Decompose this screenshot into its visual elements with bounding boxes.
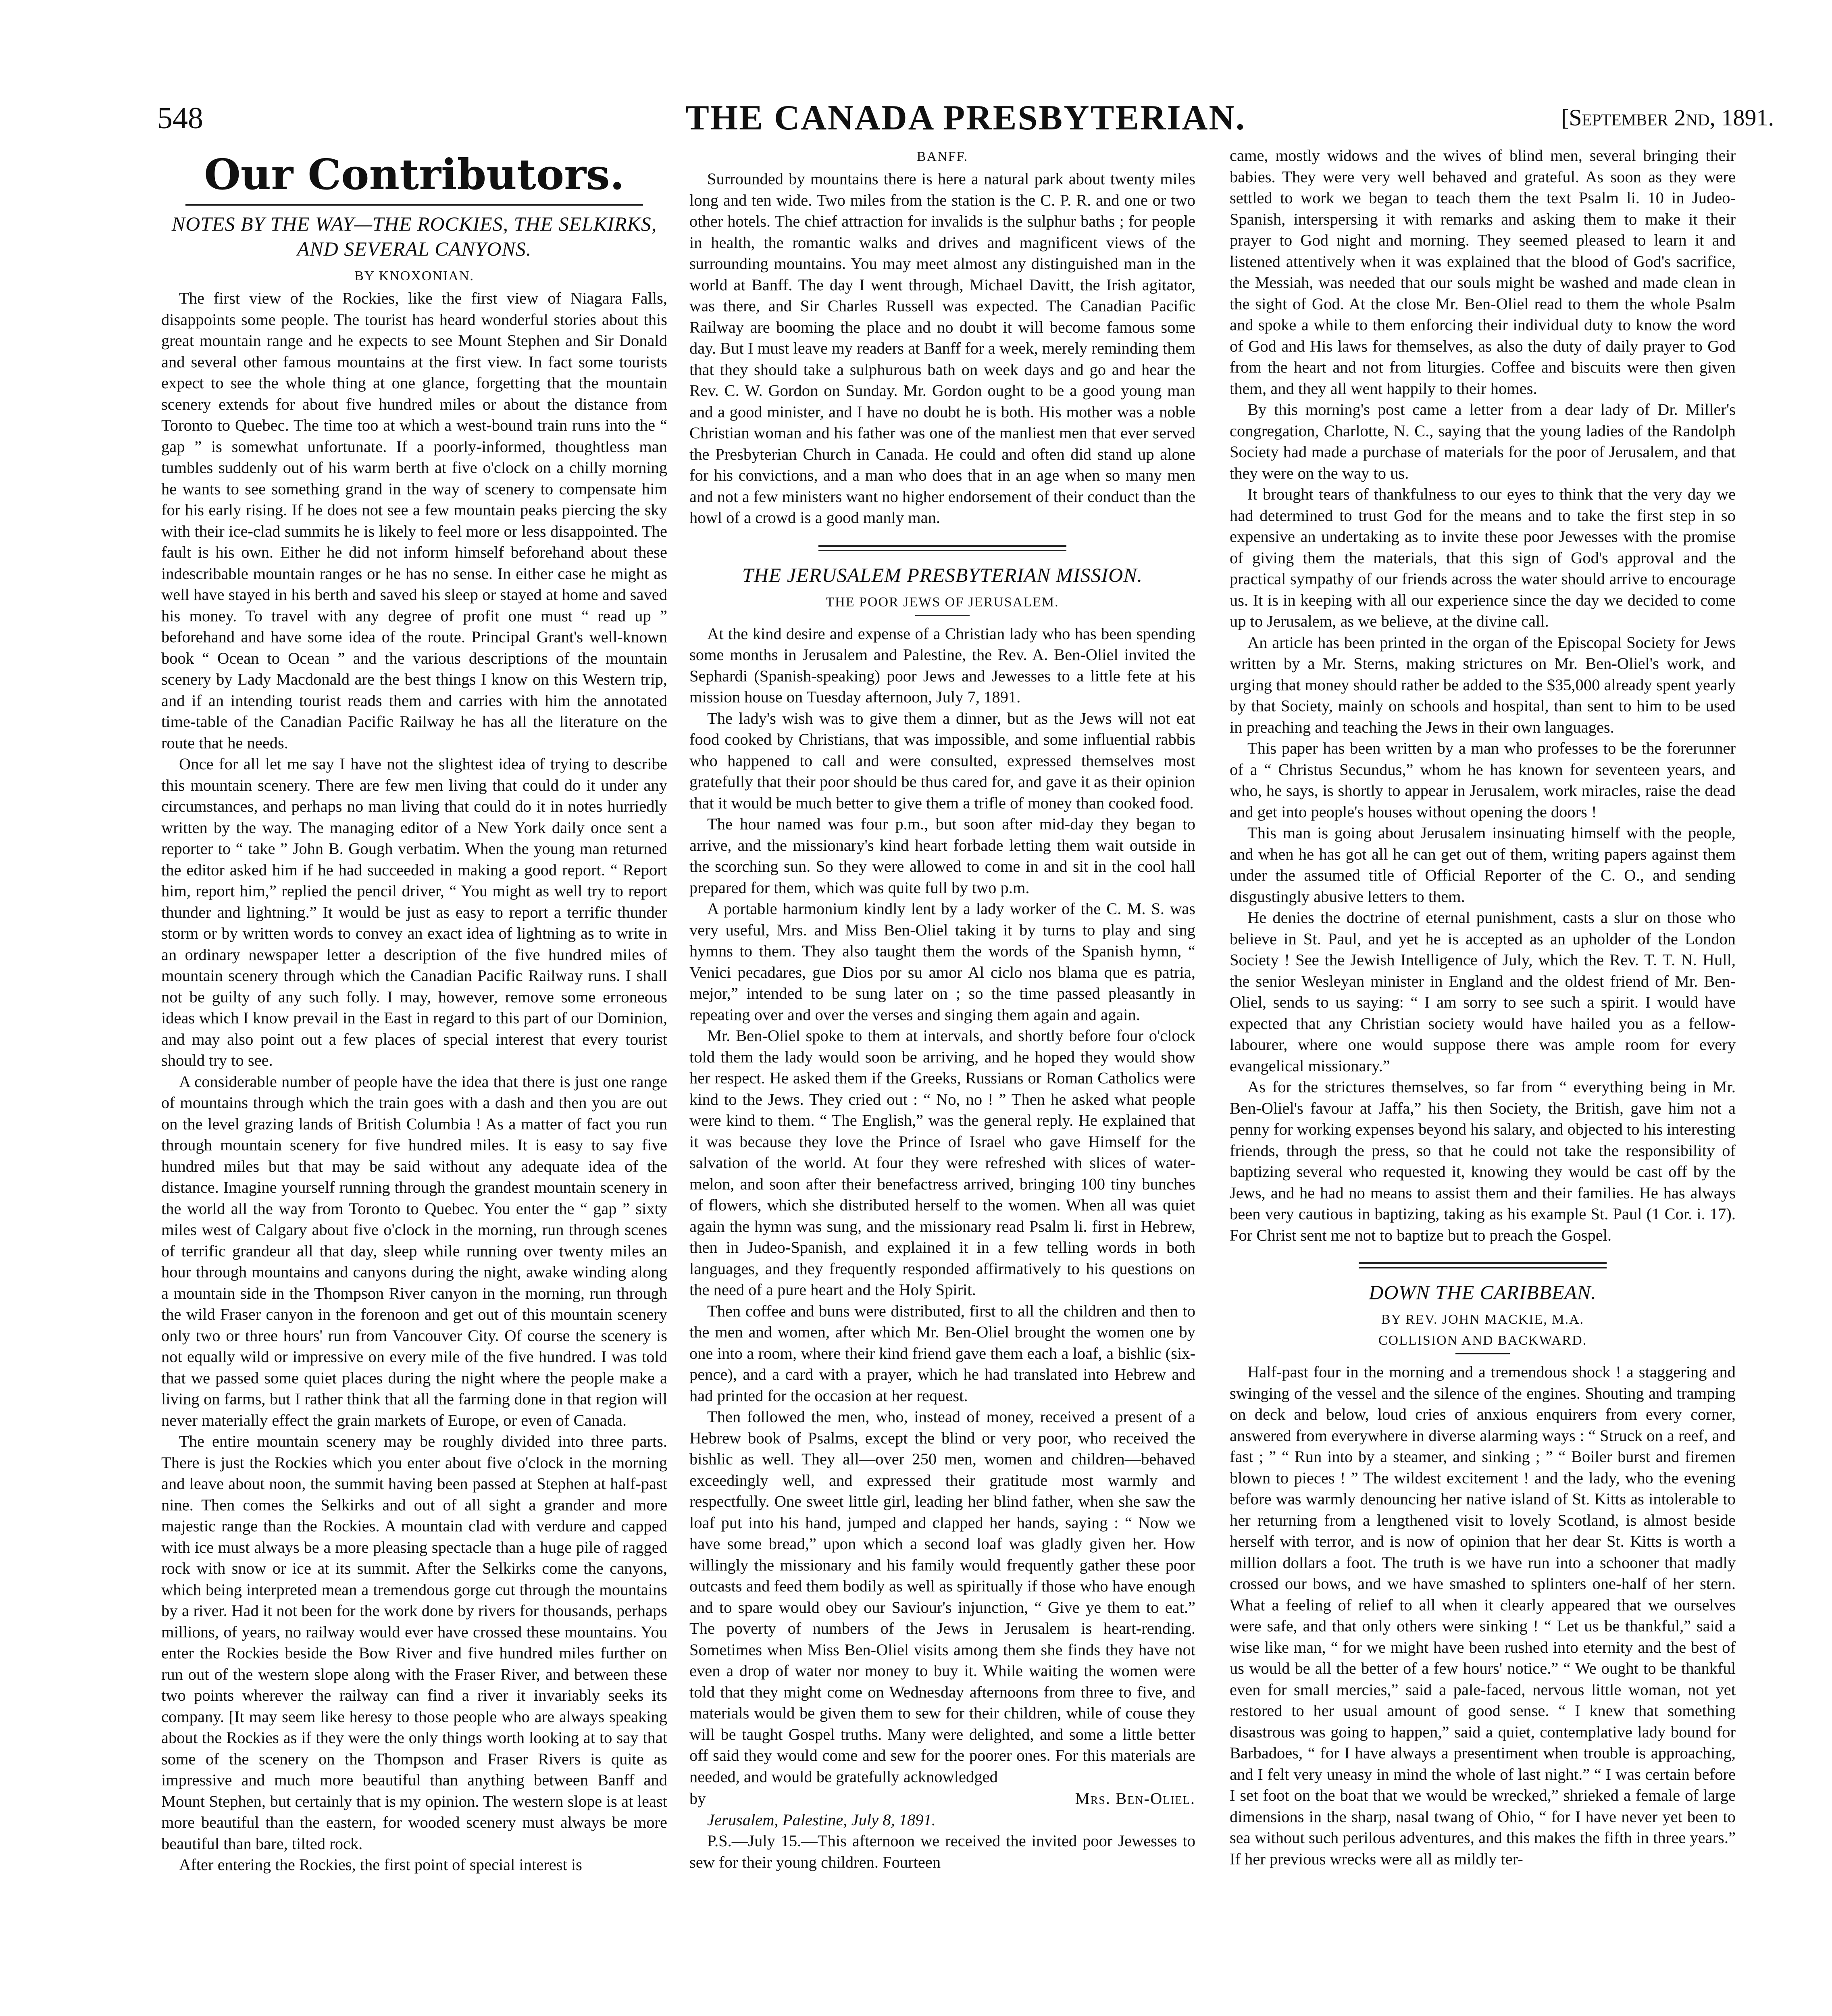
paragraph: A portable harmonium kindly lent by a lady worker of the C. M. S. was very useful, Mrs. and Miss Ben-Oliel taking it by turns to play and sing hymns to them. They also taught them the words of the Spanish hymn, “ Venici pecadares, gue Dios por su amor Al ciclo nos blama que es patria, mejor,” intended to be sung later on ; so the time passed pleasantly in repeating over and over the verses and singing them again and again. [689,900,1195,1024]
paragraph: He denies the doctrine of eternal punishment, casts a slur on those who believe in St. Paul, and yet he is accepted as an upholder of the London Society ! See the Jewish Intelligence of July, which the Rev. T. T. N. Hull, the senior Wesleyan minister in England and the oldest friend of Mr. Ben-Oliel, sends to us saying: “ I am sorry to see such a spirit. I would have expected that any Christian society would have hailed you as a fellow-labourer, where one would suppose there was ample room for every evangelical missionary.” [1230,908,1736,1075]
paragraph: The hour named was four p.m., but soon after mid-day they began to arrive, and the missionary's kind heart forbade letting them wait outside in the scorching sun. So they were allowed to come in and sit in the cool hall prepared for them, which was quite full by two p.m. [689,815,1195,897]
paragraph: Mr. Ben-Oliel spoke to them at intervals, and shortly before four o'clock told them the lady would soon be arriving, and he hoped they would show her respect. He asked them if the Greeks, Russians or Roman Catholics were kind to the Jews. They cried out : “ No, no ! ” Then he asked what people were kind to them. “ The English,” was the general reply. He explained that it was because they love the Prince of Israel who gave Himself for the salvation of the world. At four they were refreshed with slices of water-melon, and soon after their benefactress arrived, bringing 100 tiny bunches of flowers, which she distributed herself to the women. When all was quiet again the hymn was sung, and the missionary read Psalm li. first in Hebrew, then in Judeo-Spanish, and explained it in a few telling words in both languages, and they frequently responded affirmatively to his questions on the need of a pure heart and the Holy Spirit. [689,1027,1195,1299]
double-rule-divider [818,545,1066,551]
page-number: 548 [157,101,203,135]
article-title-down-the-caribbean: DOWN THE CARIBBEAN. [1369,1281,1597,1304]
byline-john-mackie: BY REV. JOHN MACKIE, M.A. [1381,1312,1584,1327]
paragraph: The lady's wish was to give them a dinner, but as the Jews will not eat food cooked by Christians, that was impossible, and some influential rabbis who happened to call and were consulted, expressed themselves most gratefully that their poor should be thus cared for, and gave it as their opinion that it would be much better to give them a trifle of money than cooked food. [689,709,1195,812]
subhead-banff: BANFF. [916,149,968,164]
short-rule [1455,1353,1510,1354]
issue-date: [September 2nd, 1891. [1561,104,1774,131]
signature-line [689,1788,1195,1810]
paragraph: came, mostly widows and the wives of blind men, several bringing their babies. They were very well behaved and grateful. As soon as they were settled to work we began to teach them the text Psalm li. 10 in Judeo-Spanish, interspersing it with remarks and asking them to make it their prayer to God night and morning. They seemed pleased to learn it and listened attentively when it was explained that the blood of God's sacrifice, the Messiah, was needed that our souls might be washed and made clean in the sight of God. At the close Mr. Ben-Oliel read to them the whole Psalm and spoke a while to them enforcing their individual duty to know the word of God and His laws for themselves, as also the duty of daily prayer to God from the heart and not from liturgies. Coffee and biscuits were then given them, and they all went happily to their homes. [1230,146,1736,398]
paragraph: Half-past four in the morning and a tremendous shock ! a staggering and swinging of the vessel and the silence of the engines. Shouting and tramping on deck and below, loud cries of anxious enquirers from every corner, answered from everywhere in diverse alarming ways : “ Struck on a reef, and fast ; ” “ Run into by a steamer, and sinking ; ” “ Boiler burst and firemen blown to pieces ! ” The wildest excitement ! and the lady, who the evening before was warmly denouncing her native island of St. Kitts as intolerable to her returning from a lengthened visit to lovely Scotland, is almost beside herself with terror, and is now of opinion that her dear St. Kitts is worth a million dollars a foot. The truth is we have run into a schooner that madly crossed our bows, and we have smashed to splinters one-half of her stern. What a feeling of relief to all when it clearly appeared that we ourselves were safe, and that only others were sinking ! “ Let us be thankful,” said a wise like man, “ for we might have been rushed into eternity and the best of us would be all the better of a few hours' notice.” “ We ought to be thankful even for small mercies,” said a pale-faced, nervous little woman, not yet restored to her usual amount of good sense. “ I knew that something disastrous was going to happen,” said a quiet, contemplative lady bound for Barbadoes, “ for I have always a presentiment when trouble is approaching, and I felt very uneasy in mind the whole of last night.” “ I was certain before I set foot on the boat that we would be wrecked,” shrieked a female of large dimensions in the sharp, nasal twang of Ohio, “ for I have never yet been to sea without such perilous adventures, and this makes the fifth in three years.” If her previous wrecks were all as mildly ter- [1230,1363,1736,1868]
paragraph: The first view of the Rockies, like the first view of Niagara Falls, disappoints some people. The tourist has heard wonderful stories about this great mountain range and he expects to see Mount Stephen and Sir Donald and several other famous mountains at the first view. In fact some tourists expect to see the whole thing at one glance, forgetting that the mountain scenery extends for about five hundred miles or about the distance from Toronto to Quebec. The time too at which a west-bound train runs into the “ gap ” is somewhat unfortunate. If a poorly-informed, thoughtless man tumbles suddenly out of his warm berth at five o'clock on a chilly morning he wants to see something grand in the way of scenery to compensate him for his early rising. If he does not see a few mountain peaks piercing the sky with their ice-clad summits he is likely to feel more or less disappointed. The fault is his own. Either he did not inform himself beforehand about these indescribable mountain ranges or he has no sense. In either case he might as well have stayed in his berth and saved his sleep or stayed at home and saved his money. To travel with any degree of profit one must “ read up ” beforehand and have some idea of the route. Principal Grant's well-known book “ Ocean to Ocean ” and the various descriptions of the mountain scenery by Lady Macdonald are the best things I know on this Western trip, and if an intending tourist reads them and carries with him the annotated time-table of the Canadian Pacific Railway he has all the literature on the route that he needs. [161,289,667,752]
paragraph: As for the strictures themselves, so far from “ everything being in Mr. Ben-Oliel's favour at Jaffa,” his then Society, the British, gave him not a penny for working expenses beyond his salary, and objected to his interesting friends, through the press, so that he could not take the responsibility of baptizing several who requested it, knowing they would be cast off by the Jews, and he had no means to assist them and their families. He has always been very cautious in baptizing, taking as his example St. Paul (1 Cor. i. 17). For Christ sent me not to baptize but to preach the Gospel. [1230,1078,1736,1244]
page-header [157,98,1774,145]
newspaper-title: THE CANADA PRESBYTERIAN. [685,98,1246,137]
divider-rule [185,204,643,206]
paragraph: After entering the Rockies, the first point of special interest is [179,1856,582,1874]
paragraph: A considerable number of people have the idea that there is just one range of mountains through which the train goes with a dash and then you are out on the level grazing lands of British Columbia ! As a matter of fact you run through mountain scenery for five hundred miles. It is easy to say five hundred miles but that may be said without any adequate idea of the distance. Imagine yourself running through the grandest mountain scenery in the world all the way from Toronto to Quebec. You enter the “ gap ” sixty miles west of Calgary about five o'clock in the morning, run through scenes of terrific grandeur all that day, sleep while running over twenty miles an hour through mountains and canyons during the night, awake winding along a mountain side in the Thompson River canyon in the morning, run through the wild Fraser canyon in the forenoon and get out of this mountain scenery only two or three hours' run from Vancouver City. Of course the scenery is not equally wild or impressive on every mile of the five hundred. I was told that we passed some quiet places during the night where the people make a living on farms, but I rather think that all the farming done in that region will never materially effect the grain markets of Europe, or even of Canada. [161,1072,667,1429]
postscript: P.S.—July 15.—This afternoon we received the invited poor Jewesses to sew for their young children. Fourteen [689,1832,1195,1871]
paragraph: Once for all let me say I have not the slightest idea of trying to describe this mountain scenery. There are few men living that could do it under any circumstances, and perhaps no man living that could do it in notes hurriedly written by the way. The managing editor of a New York daily once sent a reporter to “ take ” John B. Gough verbatim. When the young man returned the editor asked him if he had succeeded in making a good report. “ Report him, report him,” replied the pencil driver, “ You might as well try to report thunder and lightning.” It would be just as easy to report a terrific thunder storm or by written words to convey an exact idea of lightning as to write in an ordinary newspaper letter a description of the five hundred miles of mountain scenery through which the Canadian Pacific Railway runs. I shall not be guilty of any such folly. I may, however, remove some erroneous ideas which I know prevail in the East in regard to this part of our Dominion, and may also point out a few places of special interest that every tourist should try to see. [161,755,667,1069]
paragraph: Then followed the men, who, instead of money, received a present of a Hebrew book of Psalms, except the blind or very poor, who received the bishlic as well. They all—over 250 men, women and children—behaved exceedingly well, and expressed their gratitude most warmly and respectfully. One sweet little girl, leading her blind father, when she saw the loaf put into his hand, jumped and clapped her hands, saying : “ Now we have some bread,” upon which a second loaf was gladly given her. How willingly the missionary and his family would frequently gather these poor outcasts and feed them bodily as well as spiritually if those who have enough and to spare would obey our Saviour's injunction, “ Give ye them to eat.” The poverty of numbers of the Jews in Jerusalem is heart-rending. Sometimes when Miss Ben-Oliel visits among them she finds they have not even a drop of water nor money to buy it. While waiting the women were told that they might come on Wednesday afternoons from three to five, and materials would be given them to sew for their children, while of couse they will be taught Gospel truths. Many were delighted, and some a little better off said they would come and sew for the poorer ones. For this materials are needed, and would be gratefully acknowledged [689,1408,1195,1786]
paragraph: It brought tears of thankfulness to our eyes to think that the very day we had determined to trust God for the means and to take the first step in so expensive an undertaking as to invite these poor Jewesses with the promise of giving them the materials, that this sign of God's approval and the practical sympathy of our friends across the water should arrive to encourage us. It is in keeping with all our experience since the day we decided to come up to Jerusalem, as we believe, at the divine call. [1230,485,1736,630]
paragraph: The entire mountain scenery may be roughly divided into three parts. There is just the Rockies which you enter about five o'clock in the morning and leave about noon, the summit having been passed at Stephen at half-past nine. Then comes the Selkirks and out of all sight a grander and more majestic range than the Rockies. A mountain clad with verdure and capped with ice must always be a more pleasing spectacle than a huge pile of ragged rock with snow or ice at its summit. After the Selkirks come the canyons, which being interpreted mean a tremendous gorge cut through the mountains by a river. Had it not been for the work done by rivers for thousands, perhaps millions, of years, no railway would ever have crossed these mountains. You enter the Rockies beside the Bow River and five hundred miles further on run out of the western slope along with the Fraser River, and between these two points wherever the railway can find a river it invariably seeks its company. [It may seem like heresy to those people who are always speaking about the Rockies as if they were the only things worth looking at to say that some of the scenery on the Thompson and Fraser Rivers is quite as impressive and much more beautiful than anything between Banff and Mount Stephen, but certainly that is my opinion. The western slope is at least more beautiful than the eastern, for wooded scenery must always be more beautiful than bare, tilted rock. [161,1432,667,1853]
paragraph: At the kind desire and expense of a Christian lady who has been spending some months in Jerusalem and Palestine, the Rev. A. Ben-Oliel invited the Sephardi (Spanish-speaking) poor Jews and Jewesses to a little fete at his mission house on Tuesday afternoon, July 7, 1891. [689,624,1195,706]
paragraph: An article has been printed in the organ of the Episcopal Society for Jews written by a Mr. Sterns, making strictures on Mr. Ben-Oliel's work, and urging that money should rather be added to the $35,000 already spent yearly by that Society, mainly on schools and hospital, than sent to him to be used in preaching and teaching the Jews in their own languages. [1230,633,1736,736]
byline-knoxonian: BY KNOXONIAN. [354,269,474,283]
article-title-notes-by-the-way: NOTES BY THE WAY—THE ROCKIES, THE SELKIRKS, AND SEVERAL CANYONS. [171,212,657,260]
paragraph: By this morning's post came a letter from a dear lady of Dr. Miller's congregation, Charlotte, N. C., saying that the young ladies of the Randolph Society had made a purchase of materials for the poor of Jerusalem, and that they were on the way to us. [1230,400,1736,482]
section-heading: Our Contributors. [204,150,625,199]
column-3 [1230,145,1736,2016]
paragraph: Then coffee and buns were distributed, first to all the children and then to the men and women, after which Mr. Ben-Oliel brought the women one by one into a room, where their kind friend gave them each a loaf, a bishlic (six-pence), and a card with a prayer, which he had translated into Hebrew and had printed for the occasion at her request. [689,1302,1195,1405]
short-rule [915,615,970,616]
subhead-poor-jews: THE POOR JEWS OF JERUSALEM. [826,594,1059,610]
column-1 [161,145,667,2016]
double-rule-divider [1359,1262,1607,1268]
subhead-collision: COLLISION AND BACKWARD. [1378,1333,1587,1348]
column-2 [689,145,1195,2016]
signature-by: by [689,1789,706,1808]
signature-name: Mrs. Ben-Oliel. [1075,1789,1195,1808]
paragraph: Surrounded by mountains there is here a natural park about twenty miles long and ten wide. Two miles from the station is the C. P. R. and one or two other hotels. The chief attraction for invalids is the sulphur baths ; for people in health, the romantic walks and drives and magnificent views of the surrounding mountains. You may meet almost any distinguished man in the world at Banff. The day I went through, Michael Davitt, the Irish agitator, was there, and Sir Charles Russell was expected. The Canadian Pacific Railway are booming the place and no doubt it will become famous some day. But I must leave my readers at Banff for a week, merely reminding them that they should take a sulphurous bath on week days and go and hear the Rev. C. W. Gordon on Sunday. Mr. Gordon ought to be a good young man and a good minister, and I have no doubt he is both. His mother was a noble Christian woman and his father was one of the manliest men that ever served the Presbyterian Church in Canada. He could and often did stand up alone for his convictions, and a man who does that in an age when so many men and not a few ministers want no higher endorsement of their conduct than the howl of a crowd is a good manly man. [689,170,1195,527]
paragraph: This paper has been written by a man who professes to be the forerunner of a “ Christus Secundus,” whom he has known for seventeen years, and who, he says, is shortly to appear in Jerusalem, work miracles, raise the dead and get into people's houses without opening the doors ! [1230,739,1736,821]
paragraph: This man is going about Jerusalem insinuating himself with the people, and when he has got all he can get out of them, writing papers against them under the assumed title of Official Reporter of the C. O., and sending disgustingly abusive letters to them. [1230,824,1736,906]
article-title-jerusalem-mission: THE JERUSALEM PRESBYTERIAN MISSION. [742,563,1143,586]
dateline: Jerusalem, Palestine, July 8, 1891. [707,1810,936,1829]
